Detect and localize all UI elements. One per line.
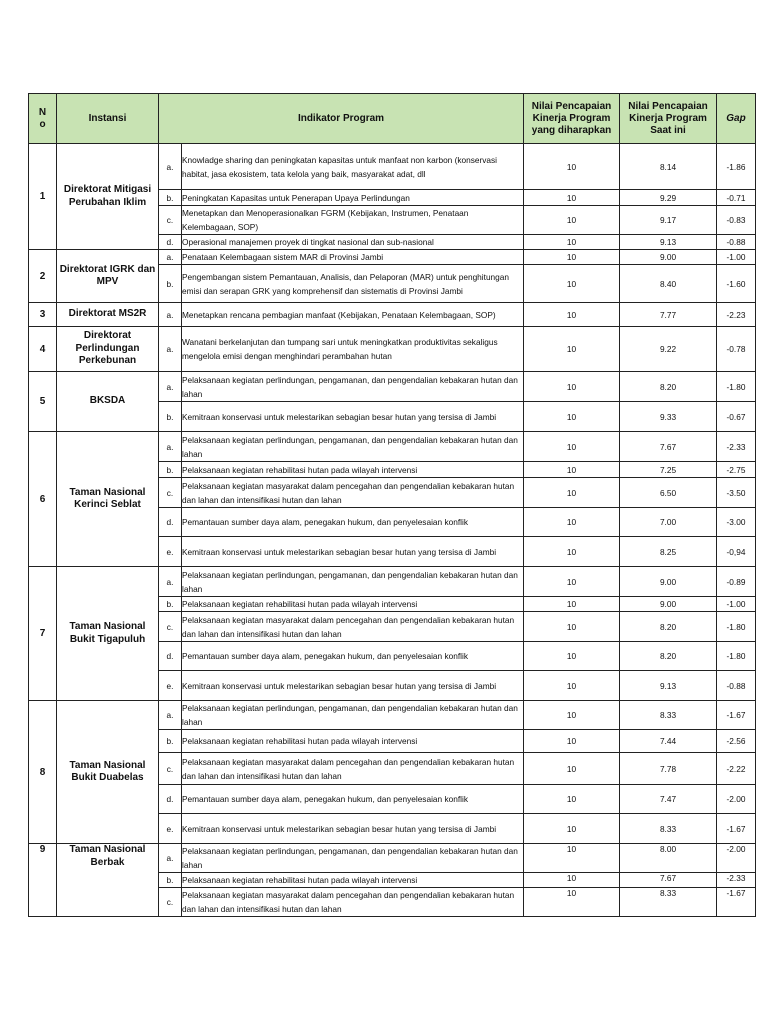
actual-value: 9.00 xyxy=(620,597,717,612)
target-value: 10 xyxy=(524,642,620,671)
target-value: 10 xyxy=(524,144,620,190)
indicator-text: Pengembangan sistem Pemantauan, Analisis, dan Pelaporan (MAR) untuk penghitungan emisi dan serapan GRK yang komprehensif dan sistematis di Provinsi Jambi xyxy=(182,265,524,303)
indicator-text: Kemitraan konservasi untuk melestarikan sebagian besar hutan yang tersisa di Jambi xyxy=(182,402,524,432)
instansi-name: Taman Nasional Bukit Duabelas xyxy=(57,701,159,844)
indicator-text: Menetapkan dan Menoperasionalkan FGRM (Kebijakan, Instrumen, Penataan Kelembagaan, SOP) xyxy=(182,206,524,235)
actual-value: 9.22 xyxy=(620,327,717,372)
target-value: 10 xyxy=(524,785,620,814)
gap-value: -1.60 xyxy=(717,265,756,303)
indicator-text: Kemitraan konservasi untuk melestarikan sebagian besar hutan yang tersisa di Jambi xyxy=(182,537,524,567)
gap-value: -2.23 xyxy=(717,303,756,327)
table-row xyxy=(29,844,756,873)
gap-value: -2.00 xyxy=(717,844,756,873)
target-value: 10 xyxy=(524,327,620,372)
target-value: 10 xyxy=(524,888,620,917)
gap-value: -0.89 xyxy=(717,567,756,597)
actual-value: 7.25 xyxy=(620,462,717,478)
indicator-letter: c. xyxy=(159,206,182,235)
indicator-letter: e. xyxy=(159,814,182,844)
actual-value: 8.33 xyxy=(620,701,717,730)
program-performance-table xyxy=(28,93,756,917)
indicator-letter: e. xyxy=(159,537,182,567)
actual-value: 7.47 xyxy=(620,785,717,814)
gap-value: -2.75 xyxy=(717,462,756,478)
actual-value: 9.00 xyxy=(620,250,717,265)
indicator-letter: a. xyxy=(159,372,182,402)
gap-value: -1.80 xyxy=(717,372,756,402)
gap-value: -2.00 xyxy=(717,785,756,814)
actual-value: 8.33 xyxy=(620,814,717,844)
indicator-text: Pelaksanaan kegiatan masyarakat dalam pencegahan dan pengendalian kebakaran hutan dan lahan dan intensifikasi hutan dan lahan xyxy=(182,888,524,917)
instansi-name: Taman Nasional Bukit Tigapuluh xyxy=(57,567,159,701)
gap-value: -0.88 xyxy=(717,671,756,701)
indicator-text: Wanatani berkelanjutan dan tumpang sari untuk meningkatkan produktivitas sekaligus mengelola emisi dengan menghindari perambahan hutan xyxy=(182,327,524,372)
indicator-letter: a. xyxy=(159,303,182,327)
gap-value: -2.33 xyxy=(717,873,756,888)
indicator-letter: b. xyxy=(159,402,182,432)
header-instansi: Instansi xyxy=(57,94,159,144)
actual-value: 9.33 xyxy=(620,402,717,432)
indicator-text: Pelaksanaan kegiatan masyarakat dalam pencegahan dan pengendalian kebakaran hutan dan lahan dan intensifikasi hutan dan lahan xyxy=(182,612,524,642)
target-value: 10 xyxy=(524,873,620,888)
actual-value: 9.13 xyxy=(620,235,717,250)
target-value: 10 xyxy=(524,372,620,402)
indicator-letter: e. xyxy=(159,671,182,701)
indicator-letter: a. xyxy=(159,844,182,873)
indicator-letter: c. xyxy=(159,612,182,642)
indicator-letter: c. xyxy=(159,888,182,917)
gap-value: -1.00 xyxy=(717,597,756,612)
actual-value: 7.67 xyxy=(620,873,717,888)
indicator-letter: b. xyxy=(159,265,182,303)
gap-value: -0.83 xyxy=(717,206,756,235)
instansi-name: Direktorat Perlindungan Perkebunan xyxy=(57,327,159,372)
gap-value: -0.67 xyxy=(717,402,756,432)
actual-value: 7.78 xyxy=(620,753,717,785)
indicator-letter: a. xyxy=(159,327,182,372)
actual-value: 8.33 xyxy=(620,888,717,917)
actual-value: 7.00 xyxy=(620,508,717,537)
indicator-text: Pelaksanaan kegiatan perlindungan, pengamanan, dan pengendalian kebakaran hutan dan lahan xyxy=(182,844,524,873)
actual-value: 7.67 xyxy=(620,432,717,462)
actual-value: 8.20 xyxy=(620,642,717,671)
indicator-text: Peningkatan Kapasitas untuk Penerapan Upaya Perlindungan xyxy=(182,190,524,206)
indicator-letter: d. xyxy=(159,785,182,814)
target-value: 10 xyxy=(524,206,620,235)
target-value: 10 xyxy=(524,612,620,642)
indicator-text: Pelaksanaan kegiatan rehabilitasi hutan pada wilayah intervensi xyxy=(182,730,524,753)
actual-value: 7.44 xyxy=(620,730,717,753)
indicator-text: Pemantauan sumber daya alam, penegakan hukum, dan penyelesaian konflik xyxy=(182,785,524,814)
table-row xyxy=(29,432,756,462)
row-number: 5 xyxy=(29,372,57,432)
indicator-text: Pelaksanaan kegiatan masyarakat dalam pencegahan dan pengendalian kebakaran hutan dan lahan dan intensifikasi hutan dan lahan xyxy=(182,753,524,785)
row-number: 1 xyxy=(29,144,57,250)
instansi-name: Direktorat Mitigasi Perubahan Iklim xyxy=(57,144,159,250)
actual-value: 8.14 xyxy=(620,144,717,190)
target-value: 10 xyxy=(524,537,620,567)
indicator-letter: a. xyxy=(159,432,182,462)
instansi-name: Direktorat IGRK dan MPV xyxy=(57,250,159,303)
indicator-letter: b. xyxy=(159,873,182,888)
indicator-letter: b. xyxy=(159,190,182,206)
header-no: N o xyxy=(29,94,57,144)
actual-value: 9.29 xyxy=(620,190,717,206)
table-row xyxy=(29,303,756,327)
indicator-text: Pelaksanaan kegiatan masyarakat dalam pencegahan dan pengendalian kebakaran hutan dan lahan dan intensifikasi hutan dan lahan xyxy=(182,478,524,508)
target-value: 10 xyxy=(524,671,620,701)
target-value: 10 xyxy=(524,508,620,537)
gap-value: -0.71 xyxy=(717,190,756,206)
target-value: 10 xyxy=(524,844,620,873)
target-value: 10 xyxy=(524,478,620,508)
target-value: 10 xyxy=(524,402,620,432)
table-row xyxy=(29,701,756,730)
indicator-letter: a. xyxy=(159,701,182,730)
target-value: 10 xyxy=(524,597,620,612)
target-value: 10 xyxy=(524,567,620,597)
instansi-name: Taman Nasional Kerinci Seblat xyxy=(57,432,159,567)
header-row xyxy=(29,94,756,144)
indicator-text: Pelaksanaan kegiatan rehabilitasi hutan pada wilayah intervensi xyxy=(182,462,524,478)
gap-value: -3.50 xyxy=(717,478,756,508)
target-value: 10 xyxy=(524,303,620,327)
gap-value: -0.78 xyxy=(717,327,756,372)
row-number: 6 xyxy=(29,432,57,567)
gap-value: -0,94 xyxy=(717,537,756,567)
indicator-text: Pelaksanaan kegiatan perlindungan, pengamanan, dan pengendalian kebakaran hutan dan lahan xyxy=(182,432,524,462)
target-value: 10 xyxy=(524,462,620,478)
indicator-text: Pelaksanaan kegiatan perlindungan, pengamanan, dan pengendalian kebakaran hutan dan lahan xyxy=(182,372,524,402)
row-number: 9 xyxy=(29,844,57,917)
indicator-letter: c. xyxy=(159,478,182,508)
row-number: 2 xyxy=(29,250,57,303)
indicator-letter: b. xyxy=(159,597,182,612)
indicator-text: Pemantauan sumber daya alam, penegakan hukum, dan penyelesaian konflik xyxy=(182,642,524,671)
gap-value: -1.67 xyxy=(717,888,756,917)
target-value: 10 xyxy=(524,701,620,730)
target-value: 10 xyxy=(524,235,620,250)
target-value: 10 xyxy=(524,265,620,303)
actual-value: 6.50 xyxy=(620,478,717,508)
indicator-text: Menetapkan rencana pembagian manfaat (Kebijakan, Penataan Kelembagaan, SOP) xyxy=(182,303,524,327)
indicator-text: Kemitraan konservasi untuk melestarikan sebagian besar hutan yang tersisa di Jambi xyxy=(182,671,524,701)
gap-value: -1.80 xyxy=(717,612,756,642)
indicator-text: Pelaksanaan kegiatan perlindungan, pengamanan, dan pengendalian kebakaran hutan dan lahan xyxy=(182,701,524,730)
actual-value: 7.77 xyxy=(620,303,717,327)
gap-value: -1.86 xyxy=(717,144,756,190)
indicator-letter: a. xyxy=(159,144,182,190)
header-gap: Gap xyxy=(717,94,756,144)
indicator-text: Kemitraan konservasi untuk melestarikan sebagian besar hutan yang tersisa di Jambi xyxy=(182,814,524,844)
indicator-text: Pemantauan sumber daya alam, penegakan hukum, dan penyelesaian konflik xyxy=(182,508,524,537)
row-number: 3 xyxy=(29,303,57,327)
header-indikator: Indikator Program xyxy=(159,94,524,144)
indicator-text: Operasional manajemen proyek di tingkat nasional dan sub-nasional xyxy=(182,235,524,250)
row-number: 4 xyxy=(29,327,57,372)
actual-value: 9.13 xyxy=(620,671,717,701)
indicator-letter: d. xyxy=(159,235,182,250)
indicator-text: Pelaksanaan kegiatan perlindungan, pengamanan, dan pengendalian kebakaran hutan dan lahan xyxy=(182,567,524,597)
table-body xyxy=(29,144,756,917)
table-row xyxy=(29,567,756,597)
indicator-letter: a. xyxy=(159,567,182,597)
table-row xyxy=(29,327,756,372)
indicator-text: Penataan Kelembagaan sistem MAR di Provinsi Jambi xyxy=(182,250,524,265)
indicator-text: Pelaksanaan kegiatan rehabilitasi hutan pada wilayah intervensi xyxy=(182,873,524,888)
gap-value: -2.22 xyxy=(717,753,756,785)
target-value: 10 xyxy=(524,432,620,462)
actual-value: 8.20 xyxy=(620,612,717,642)
row-number: 8 xyxy=(29,701,57,844)
target-value: 10 xyxy=(524,250,620,265)
indicator-letter: b. xyxy=(159,462,182,478)
indicator-letter: b. xyxy=(159,730,182,753)
gap-value: -1.67 xyxy=(717,814,756,844)
gap-value: -2.33 xyxy=(717,432,756,462)
gap-value: -3.00 xyxy=(717,508,756,537)
instansi-name: BKSDA xyxy=(57,372,159,432)
indicator-text: Knowladge sharing dan peningkatan kapasitas untuk manfaat non karbon (konservasi habitat, jasa ekosistem, tata kelola yang baik, masyarakat adat, dll xyxy=(182,144,524,190)
header-target: Nilai Pencapaian Kinerja Program yang diharapkan xyxy=(524,94,620,144)
gap-value: -1.67 xyxy=(717,701,756,730)
indicator-letter: d. xyxy=(159,642,182,671)
indicator-text: Pelaksanaan kegiatan rehabilitasi hutan pada wilayah intervensi xyxy=(182,597,524,612)
actual-value: 8.40 xyxy=(620,265,717,303)
table-row xyxy=(29,144,756,190)
actual-value: 8.20 xyxy=(620,372,717,402)
actual-value: 9.17 xyxy=(620,206,717,235)
header-actual: Nilai Pencapaian Kinerja Program Saat ini xyxy=(620,94,717,144)
instansi-name: Direktorat MS2R xyxy=(57,303,159,327)
instansi-name: Taman Nasional Berbak xyxy=(57,844,159,917)
target-value: 10 xyxy=(524,190,620,206)
row-number: 7 xyxy=(29,567,57,701)
indicator-letter: c. xyxy=(159,753,182,785)
gap-value: -0.88 xyxy=(717,235,756,250)
actual-value: 8.25 xyxy=(620,537,717,567)
target-value: 10 xyxy=(524,814,620,844)
indicator-letter: d. xyxy=(159,508,182,537)
gap-value: -2.56 xyxy=(717,730,756,753)
target-value: 10 xyxy=(524,753,620,785)
actual-value: 9.00 xyxy=(620,567,717,597)
indicator-letter: a. xyxy=(159,250,182,265)
gap-value: -1.80 xyxy=(717,642,756,671)
gap-value: -1.00 xyxy=(717,250,756,265)
actual-value: 8.00 xyxy=(620,844,717,873)
table-row xyxy=(29,250,756,265)
table-row xyxy=(29,372,756,402)
target-value: 10 xyxy=(524,730,620,753)
